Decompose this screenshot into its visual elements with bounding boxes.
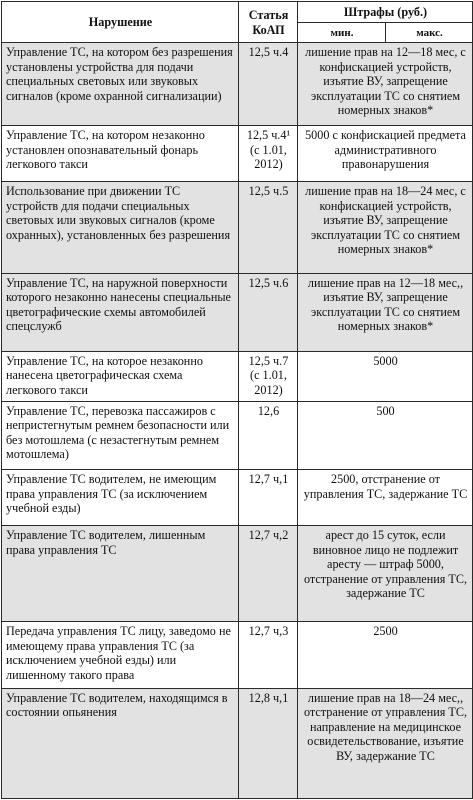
violation-cell: Управление ТС, на которое незаконно нанесена цветографическая схема легкового такси <box>2 351 239 401</box>
violation-cell: Управление ТС, на котором незаконно установлен опознавательный фонарь легкового такси <box>2 126 239 182</box>
penalty-cell: 2500, отстранение от управления ТС, задержание ТС <box>298 470 473 526</box>
violation-cell: Управление ТС, перевозка пассажиров с непристегнутым ремнем безопасности или без мотошлема (с незастегнутым ремнем мотошлема) <box>2 401 239 469</box>
penalty-cell: лишение прав на 18—24 мес,, отстранение от управления ТС, направление на медицинское освидетельствование, изъятие ВУ, задержание ТС <box>298 688 473 798</box>
fines-table <box>1 1 473 799</box>
article-cell: 12,7 ч,3 <box>239 622 298 688</box>
table-row <box>2 43 473 126</box>
article-cell: 12,5 ч.4¹ (с 1.01, 2012) <box>239 126 298 182</box>
violation-cell: Управление ТС, на наружной поверхности которого незаконно нанесены специальные цветографические схемы автомобилей спецслужб <box>2 273 239 351</box>
table-row <box>2 688 473 798</box>
table-row <box>2 622 473 688</box>
article-cell: 12,5 ч.7 (с 1.01, 2012) <box>239 351 298 401</box>
violation-cell: Управление ТС водителем, лишенным права управления ТС <box>2 526 239 622</box>
table-row <box>2 526 473 622</box>
article-cell: 12,6 <box>239 401 298 469</box>
header-article: Статья КоАП <box>239 2 298 43</box>
penalty-cell: лишение прав на 12—18 мес, с конфискацией устройств, изъятие ВУ, запрещение эксплуатации ТС со снятием номерных знаков* <box>298 43 473 126</box>
table-row <box>2 470 473 526</box>
penalty-cell: 500 <box>298 401 473 469</box>
article-cell: 12,5 ч.6 <box>239 273 298 351</box>
article-cell: 12,5 ч.4 <box>239 43 298 126</box>
header-max: макс. <box>386 23 473 43</box>
article-cell: 12,8 ч,1 <box>239 688 298 798</box>
header-min: мин. <box>298 23 386 43</box>
penalty-cell: 5000 с конфискацией предмета административного правонарушения <box>298 126 473 182</box>
penalty-cell: 2500 <box>298 622 473 688</box>
penalty-cell: лишение прав на 12—18 мес,, изъятие ВУ, запрещение эксплуатации ТС со снятием номерных знаков* <box>298 273 473 351</box>
table-row <box>2 126 473 182</box>
article-cell: 12,7 ч,2 <box>239 526 298 622</box>
article-cell: 12,5 ч.5 <box>239 182 298 273</box>
violation-cell: Использование при движении ТС устройств для подачи специальных световых или звуковых сигналов (кроме охранных), установленных без разрешения <box>2 182 239 273</box>
violation-cell: Передача управления ТС лицу, заведомо не имеющему права управления ТС (за исключением учебной езды) или лишенному такого права <box>2 622 239 688</box>
table-row <box>2 182 473 273</box>
header-violation: Нарушение <box>2 2 239 43</box>
header-fines: Штрафы (руб.) <box>298 2 473 23</box>
article-cell: 12,7 ч,1 <box>239 470 298 526</box>
table-row <box>2 401 473 469</box>
violation-cell: Управление ТС водителем, не имеющим права управления ТС (за исключением учебной езды) <box>2 470 239 526</box>
table-row <box>2 351 473 401</box>
violation-cell: Управление ТС, на котором без разрешения установлены устройства для подачи специальных световых или звуковых сигналов (кроме охранной сигнализации) <box>2 43 239 126</box>
penalty-cell: арест до 15 суток, если виновное лицо не подлежит аресту — штраф 5000, отстранение от управления ТС, задержание ТС <box>298 526 473 622</box>
penalty-cell: лишение прав на 18—24 мес, с конфискацией устройств, изъятие ВУ, запрещение эксплуатации ТС со снятием номерных знаков* <box>298 182 473 273</box>
violation-cell: Управление ТС водителем, находящимся в состоянии опьянения <box>2 688 239 798</box>
penalty-cell: 5000 <box>298 351 473 401</box>
table-row <box>2 273 473 351</box>
